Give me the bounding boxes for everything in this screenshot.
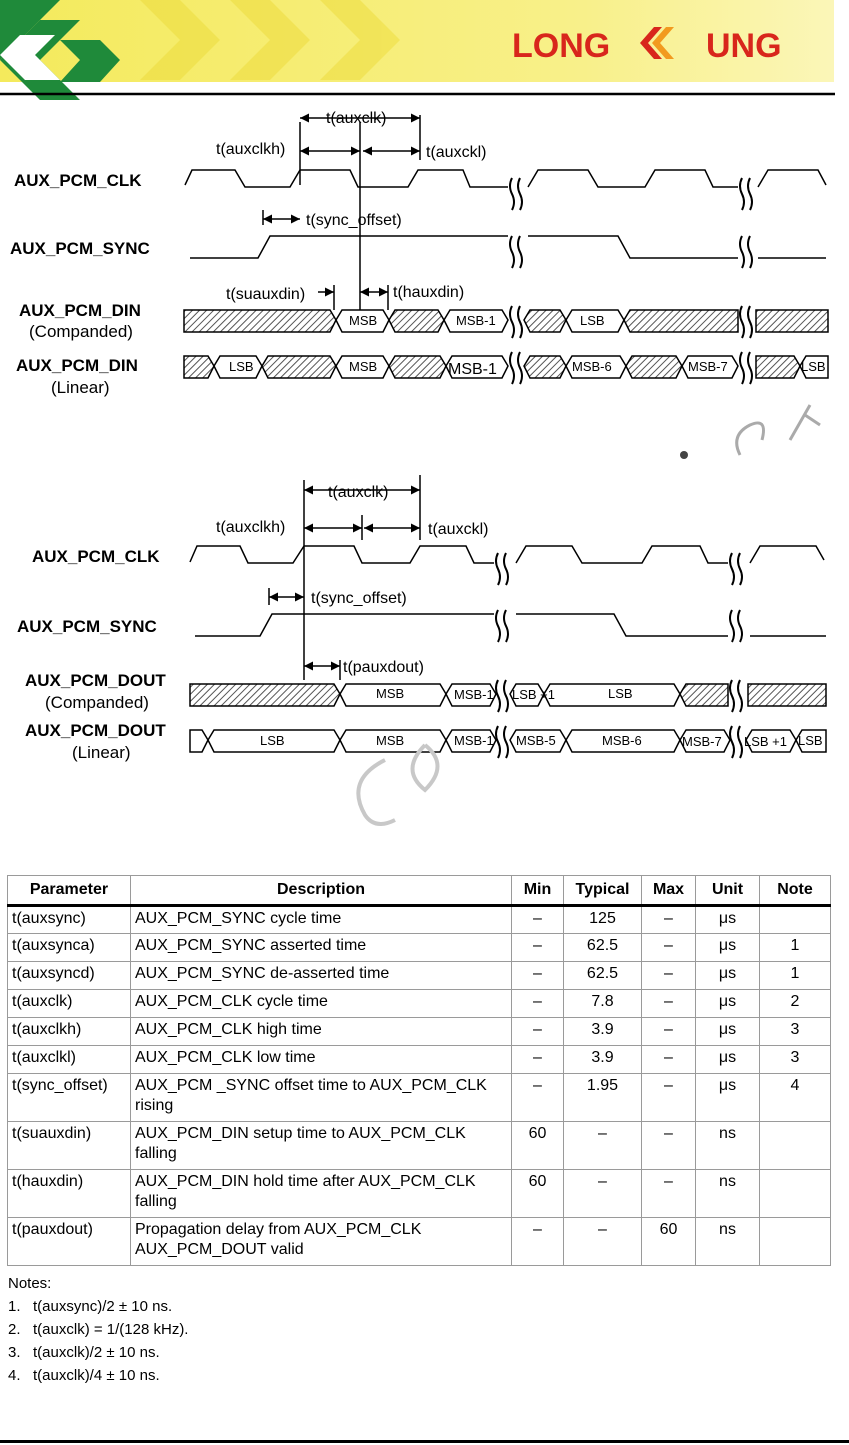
watermark-fragment xyxy=(737,423,764,455)
timing-d1-auxckl: t(auxckl) xyxy=(426,144,487,161)
din-linear-bus xyxy=(184,356,828,378)
d1-din-c-msb1: MSB-1 xyxy=(456,313,496,328)
d2-dout-l-msb1: MSB-1 xyxy=(454,733,494,748)
logo-text-long: LONG xyxy=(512,27,611,65)
cell-note: 2 xyxy=(760,990,831,1018)
label-d2-dout-l: AUX_PCM_DOUT xyxy=(25,721,166,740)
cell-description: AUX_PCM_CLK low time xyxy=(131,1046,512,1074)
d2-dout-c-msb: MSB xyxy=(376,686,405,701)
d1-din-l-lsb: LSB xyxy=(229,359,254,374)
watermark-dot xyxy=(680,451,688,459)
timing-d2-auxclk: t(auxclk) xyxy=(328,484,389,501)
page-header xyxy=(0,0,849,100)
table-row xyxy=(8,990,831,1018)
d1-din-c-lsb: LSB xyxy=(580,313,605,328)
d1-din-l-lsb-end: LSB xyxy=(801,359,826,374)
timing-d2-sync-offset: t(sync_offset) xyxy=(311,590,407,607)
cell-max: – xyxy=(642,934,696,962)
timing-parameters-table xyxy=(7,875,831,1266)
col-header-unit: Unit xyxy=(696,876,760,906)
watermark-scribble xyxy=(358,760,395,824)
d2-dout-l-lsb-end: LSB xyxy=(798,733,823,748)
cell-typical: – xyxy=(564,1122,642,1170)
cell-parameter: t(auxclkh) xyxy=(8,1018,131,1046)
d1-din-l-msb7: MSB-7 xyxy=(688,359,728,374)
table-row xyxy=(8,906,831,934)
cell-description: AUX_PCM_DIN hold time after AUX_PCM_CLK falling xyxy=(131,1170,512,1218)
timing-d2-auxckl: t(auxckl) xyxy=(428,521,489,538)
cell-unit: ns xyxy=(696,1122,760,1170)
cell-typical: – xyxy=(564,1170,642,1218)
cell-unit: μs xyxy=(696,962,760,990)
table-row xyxy=(8,1018,831,1046)
col-header-max: Max xyxy=(642,876,696,906)
cell-note: 3 xyxy=(760,1018,831,1046)
clk-waveform xyxy=(185,170,508,187)
cell-note xyxy=(760,1122,831,1170)
cell-min: 60 xyxy=(512,1122,564,1170)
cell-note: 4 xyxy=(760,1074,831,1122)
cell-min: – xyxy=(512,962,564,990)
d2-dout-l-lsb1: LSB +1 xyxy=(744,734,788,749)
footer-rule xyxy=(0,1440,849,1443)
cell-note xyxy=(760,1218,831,1266)
cell-note xyxy=(760,906,831,934)
cell-note: 3 xyxy=(760,1046,831,1074)
d2-dout-c-lsb: LSB xyxy=(608,686,633,701)
cell-unit: μs xyxy=(696,1046,760,1074)
cell-max: – xyxy=(642,906,696,934)
table-row xyxy=(8,1074,831,1122)
logo-text-ung: UNG xyxy=(706,27,782,65)
label-d2-dout-c: AUX_PCM_DOUT xyxy=(25,671,166,690)
sync-waveform-2 xyxy=(195,614,494,636)
cell-description: AUX_PCM_SYNC asserted time xyxy=(131,934,512,962)
d2-dout-l-lsb: LSB xyxy=(260,733,285,748)
cell-max: – xyxy=(642,962,696,990)
label-d2-dout-c-sub: (Companded) xyxy=(45,693,149,712)
table-row xyxy=(8,962,831,990)
d2-dout-c-msb1: MSB-1 xyxy=(454,687,494,702)
cell-description: AUX_PCM_SYNC de-asserted time xyxy=(131,962,512,990)
cell-max: – xyxy=(642,1046,696,1074)
col-header-typical: Typical xyxy=(564,876,642,906)
table-header-row xyxy=(8,876,831,906)
label-d1-din-c-sub: (Companded) xyxy=(29,322,133,341)
d1-din-c-msb: MSB xyxy=(349,313,378,328)
cell-min: – xyxy=(512,1046,564,1074)
cell-unit: μs xyxy=(696,1074,760,1122)
timing-d1-auxclk: t(auxclk) xyxy=(326,110,387,127)
clk-waveform-2 xyxy=(190,546,494,563)
table-row xyxy=(8,1218,831,1266)
cell-min: – xyxy=(512,906,564,934)
cell-max: – xyxy=(642,1170,696,1218)
cell-parameter: t(auxclkl) xyxy=(8,1046,131,1074)
label-d2-dout-l-sub: (Linear) xyxy=(72,743,131,762)
timing-d2-pauxdout: t(pauxdout) xyxy=(343,659,424,676)
cell-description: AUX_PCM _SYNC offset time to AUX_PCM_CLK rising xyxy=(131,1074,512,1122)
label-d1-clk: AUX_PCM_CLK xyxy=(14,171,142,190)
cell-unit: μs xyxy=(696,906,760,934)
d2-dout-l-msb7: MSB-7 xyxy=(682,734,722,749)
label-d1-din-l: AUX_PCM_DIN xyxy=(16,356,138,375)
d2-dout-c-lsb1: LSB +1 xyxy=(512,687,556,702)
cell-description: AUX_PCM_CLK cycle time xyxy=(131,990,512,1018)
cell-parameter: t(hauxdin) xyxy=(8,1170,131,1218)
d1-din-l-msb1: MSB-1 xyxy=(448,361,497,378)
cell-max: – xyxy=(642,1122,696,1170)
label-d2-clk: AUX_PCM_CLK xyxy=(32,547,160,566)
cell-typical: – xyxy=(564,1218,642,1266)
table-row xyxy=(8,1122,831,1170)
col-header-description: Description xyxy=(131,876,512,906)
label-d2-sync: AUX_PCM_SYNC xyxy=(17,617,157,636)
col-header-parameter: Parameter xyxy=(8,876,131,906)
timing-diagram-dout xyxy=(190,475,826,758)
label-d1-din-c: AUX_PCM_DIN xyxy=(19,301,141,320)
col-header-min: Min xyxy=(512,876,564,906)
cell-min: – xyxy=(512,1018,564,1046)
d1-din-l-msb: MSB xyxy=(349,359,378,374)
table-row xyxy=(8,1170,831,1218)
notes-title: Notes: xyxy=(8,1275,52,1292)
note-item: 3. t(auxclk)/2 ± 10 ns. xyxy=(8,1344,160,1361)
note-item: 1. t(auxsync)/2 ± 10 ns. xyxy=(8,1298,173,1315)
cell-unit: μs xyxy=(696,1018,760,1046)
table-row xyxy=(8,1046,831,1074)
cell-unit: μs xyxy=(696,990,760,1018)
cell-description: Propagation delay from AUX_PCM_CLK AUX_PCM_DOUT valid xyxy=(131,1218,512,1266)
cell-typical: 125 xyxy=(564,906,642,934)
cell-description: AUX_PCM_SYNC cycle time xyxy=(131,906,512,934)
timing-d1-hauxdin: t(hauxdin) xyxy=(393,284,465,301)
cell-min: 60 xyxy=(512,1170,564,1218)
cell-parameter: t(auxclk) xyxy=(8,990,131,1018)
cell-parameter: t(auxsyncd) xyxy=(8,962,131,990)
d1-din-l-msb6: MSB-6 xyxy=(572,359,612,374)
cell-typical: 3.9 xyxy=(564,1018,642,1046)
cell-note: 1 xyxy=(760,962,831,990)
cell-min: – xyxy=(512,1218,564,1266)
cell-typical: 1.95 xyxy=(564,1074,642,1122)
sync-waveform xyxy=(190,236,508,258)
cell-max: 60 xyxy=(642,1218,696,1266)
timing-d1-sync-offset: t(sync_offset) xyxy=(306,212,402,229)
timing-d1-suauxdin: t(suauxdin) xyxy=(226,286,306,303)
col-header-note: Note xyxy=(760,876,831,906)
cell-parameter: t(auxsync) xyxy=(8,906,131,934)
cell-note xyxy=(760,1170,831,1218)
cell-typical: 62.5 xyxy=(564,934,642,962)
note-item: 4. t(auxclk)/4 ± 10 ns. xyxy=(8,1367,160,1384)
cell-parameter: t(pauxdout) xyxy=(8,1218,131,1266)
cell-unit: ns xyxy=(696,1170,760,1218)
cell-unit: ns xyxy=(696,1218,760,1266)
din-companded-bus xyxy=(184,310,828,332)
cell-note: 1 xyxy=(760,934,831,962)
d2-dout-l-msb: MSB xyxy=(376,733,405,748)
cell-parameter: t(suauxdin) xyxy=(8,1122,131,1170)
notes-section xyxy=(8,1272,188,1387)
timing-diagrams xyxy=(0,100,849,870)
cell-unit: μs xyxy=(696,934,760,962)
cell-typical: 7.8 xyxy=(564,990,642,1018)
cell-parameter: t(auxsynca) xyxy=(8,934,131,962)
cell-typical: 62.5 xyxy=(564,962,642,990)
d2-dout-l-msb5: MSB-5 xyxy=(516,733,556,748)
label-d1-din-l-sub: (Linear) xyxy=(51,378,110,397)
cell-description: AUX_PCM_CLK high time xyxy=(131,1018,512,1046)
cell-min: – xyxy=(512,1074,564,1122)
label-d1-sync: AUX_PCM_SYNC xyxy=(10,239,150,258)
cell-parameter: t(sync_offset) xyxy=(8,1074,131,1122)
timing-d1-auxclkh: t(auxclkh) xyxy=(216,141,286,158)
table-row xyxy=(8,934,831,962)
cell-max: – xyxy=(642,1074,696,1122)
d2-dout-l-msb6: MSB-6 xyxy=(602,733,642,748)
note-item: 2. t(auxclk) = 1/(128 kHz). xyxy=(8,1321,189,1338)
cell-min: – xyxy=(512,934,564,962)
cell-min: – xyxy=(512,990,564,1018)
cell-typical: 3.9 xyxy=(564,1046,642,1074)
timing-d2-auxclkh: t(auxclkh) xyxy=(216,519,286,536)
cell-max: – xyxy=(642,990,696,1018)
cell-description: AUX_PCM_DIN setup time to AUX_PCM_CLK falling xyxy=(131,1122,512,1170)
cell-max: – xyxy=(642,1018,696,1046)
